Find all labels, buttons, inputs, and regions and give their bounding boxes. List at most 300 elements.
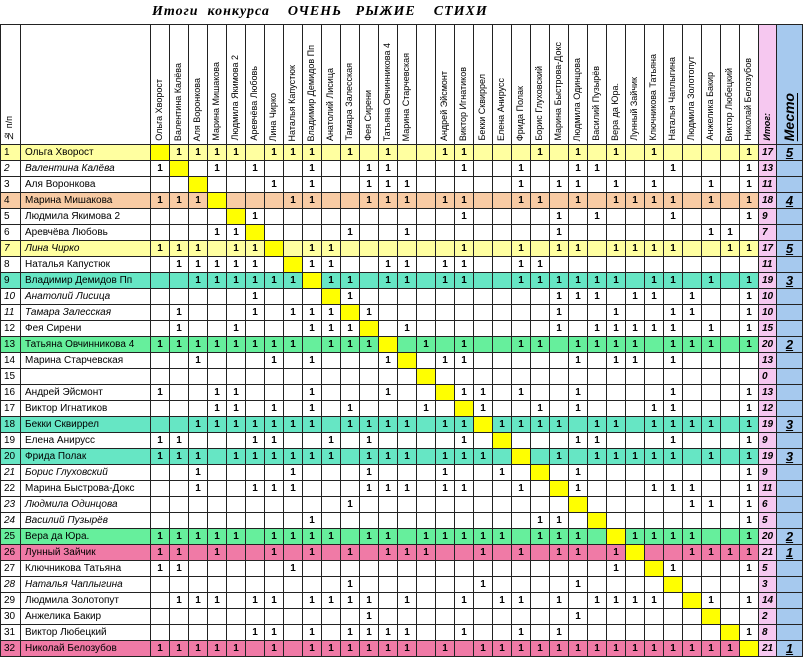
vote-cell: [436, 497, 455, 513]
vote-cell: 1: [170, 561, 189, 577]
column-header: [341, 25, 360, 145]
participant-name: Фея Сирени: [21, 321, 151, 337]
column-header-label: Ключникова Татьяна: [648, 54, 658, 141]
vote-cell: [208, 289, 227, 305]
vote-cell: [455, 369, 474, 385]
vote-cell: [341, 385, 360, 401]
vote-cell: [455, 465, 474, 481]
total-score: 10: [759, 305, 777, 321]
vote-cell: [588, 561, 607, 577]
vote-cell: 1: [265, 417, 284, 433]
vote-cell: 1: [379, 161, 398, 177]
participant-name: Вера да Юра.: [21, 529, 151, 545]
vote-cell: 1: [474, 529, 493, 545]
vote-cell: [227, 593, 246, 609]
vote-cell: 1: [227, 337, 246, 353]
vote-cell: [512, 577, 531, 593]
column-header-label: Владимир Демидов Пп: [306, 44, 316, 141]
vote-cell: 1: [512, 545, 531, 561]
vote-cell: 1: [265, 273, 284, 289]
table-row: [1, 417, 803, 433]
vote-cell: [683, 177, 702, 193]
vote-cell: 1: [588, 289, 607, 305]
vote-cell: [189, 305, 208, 321]
vote-cell: 1: [303, 529, 322, 545]
vote-cell: 1: [455, 449, 474, 465]
vote-cell: 1: [341, 289, 360, 305]
vote-cell: 1: [607, 145, 626, 161]
vote-cell: 1: [664, 417, 683, 433]
vote-cell: 1: [550, 225, 569, 241]
vote-cell: [531, 305, 550, 321]
vote-cell: 1: [474, 385, 493, 401]
participant-name: Лина Чирко: [21, 241, 151, 257]
column-header: [721, 25, 740, 145]
vote-cell: [398, 209, 417, 225]
vote-cell: 1: [531, 257, 550, 273]
table-row: [1, 481, 803, 497]
row-number: 25: [1, 529, 21, 545]
place-value: [777, 177, 803, 193]
vote-cell: [417, 193, 436, 209]
vote-cell: [474, 497, 493, 513]
vote-cell: [607, 433, 626, 449]
vote-cell: [322, 209, 341, 225]
vote-cell: 1: [664, 353, 683, 369]
row-number: 9: [1, 273, 21, 289]
total-score: 9: [759, 465, 777, 481]
vote-cell: 1: [474, 401, 493, 417]
participant-name: Людмила Золотопут: [21, 593, 151, 609]
vote-cell: [303, 577, 322, 593]
vote-cell: [151, 289, 170, 305]
vote-cell: 1: [740, 401, 759, 417]
vote-cell: [170, 385, 189, 401]
vote-cell: 1: [151, 433, 170, 449]
vote-cell: 1: [664, 337, 683, 353]
vote-cell: 1: [512, 161, 531, 177]
vote-cell: [588, 529, 607, 545]
vote-cell: 1: [569, 241, 588, 257]
table-row: [1, 513, 803, 529]
column-header-label: Ольга Хворост: [154, 79, 164, 141]
vote-cell: [265, 577, 284, 593]
table-row: [1, 369, 803, 385]
vote-cell: [702, 289, 721, 305]
vote-cell: [189, 225, 208, 241]
vote-cell: [436, 321, 455, 337]
vote-cell: [607, 625, 626, 641]
vote-cell: 1: [512, 241, 531, 257]
vote-cell: 1: [341, 417, 360, 433]
vote-cell: [702, 561, 721, 577]
vote-cell: [683, 513, 702, 529]
table-row: [1, 401, 803, 417]
vote-cell: 1: [664, 433, 683, 449]
vote-cell: [341, 257, 360, 273]
vote-cell: [493, 545, 512, 561]
vote-cell: 1: [607, 193, 626, 209]
vote-cell: [493, 177, 512, 193]
vote-cell: [246, 145, 265, 161]
total-score: 11: [759, 257, 777, 273]
vote-cell: [208, 609, 227, 625]
vote-cell: [284, 241, 303, 257]
total-score: 20: [759, 529, 777, 545]
vote-cell: 1: [151, 545, 170, 561]
column-header-label: Елена Анирусс: [496, 77, 506, 141]
vote-cell: [550, 609, 569, 625]
vote-cell: 1: [227, 145, 246, 161]
vote-cell: [360, 209, 379, 225]
vote-cell: 1: [550, 641, 569, 657]
vote-cell: [645, 465, 664, 481]
vote-cell: 1: [284, 481, 303, 497]
vote-cell: 1: [265, 353, 284, 369]
vote-cell: [303, 289, 322, 305]
vote-cell: [645, 257, 664, 273]
vote-cell: [151, 225, 170, 241]
vote-cell: 1: [341, 337, 360, 353]
place-value: [777, 321, 803, 337]
row-number: 29: [1, 593, 21, 609]
vote-cell: 1: [322, 449, 341, 465]
vote-cell: 1: [740, 513, 759, 529]
vote-cell: 1: [683, 417, 702, 433]
vote-cell: 1: [170, 257, 189, 273]
vote-cell: 1: [569, 385, 588, 401]
vote-cell: [474, 305, 493, 321]
vote-cell: [246, 609, 265, 625]
vote-cell: [436, 337, 455, 353]
vote-cell: [493, 273, 512, 289]
vote-cell: 1: [208, 593, 227, 609]
vote-cell: 1: [626, 641, 645, 657]
vote-cell: [721, 481, 740, 497]
vote-cell: [227, 177, 246, 193]
vote-cell: 1: [512, 417, 531, 433]
vote-cell: [493, 481, 512, 497]
vote-cell: 1: [550, 545, 569, 561]
vote-cell: [474, 225, 493, 241]
vote-cell: 1: [246, 273, 265, 289]
vote-cell: [303, 561, 322, 577]
vote-cell: 1: [740, 385, 759, 401]
vote-cell: [227, 193, 246, 209]
vote-cell: [531, 577, 550, 593]
vote-cell: [493, 577, 512, 593]
self-cell: [303, 273, 322, 289]
vote-cell: 1: [512, 193, 531, 209]
vote-cell: [474, 561, 493, 577]
vote-cell: 1: [398, 641, 417, 657]
participant-name: Валентина Калёва: [21, 161, 151, 177]
vote-cell: [626, 625, 645, 641]
vote-cell: 1: [550, 209, 569, 225]
vote-cell: [379, 593, 398, 609]
vote-cell: 1: [322, 305, 341, 321]
vote-cell: 1: [645, 241, 664, 257]
vote-cell: 1: [512, 481, 531, 497]
total-score: 19: [759, 417, 777, 433]
vote-cell: 1: [607, 337, 626, 353]
vote-cell: 1: [398, 593, 417, 609]
vote-cell: 1: [189, 193, 208, 209]
vote-cell: 1: [550, 241, 569, 257]
vote-cell: 1: [455, 481, 474, 497]
vote-cell: [683, 145, 702, 161]
vote-cell: 1: [379, 273, 398, 289]
vote-cell: [664, 225, 683, 241]
place-value: [777, 481, 803, 497]
vote-cell: 1: [664, 561, 683, 577]
vote-cell: 1: [303, 417, 322, 433]
column-header: [398, 25, 417, 145]
place-value: [777, 513, 803, 529]
row-number: 20: [1, 449, 21, 465]
vote-cell: 1: [455, 353, 474, 369]
column-header-label: Наталья Чаплыгина: [667, 57, 677, 141]
vote-cell: 1: [284, 337, 303, 353]
vote-cell: [721, 161, 740, 177]
vote-cell: [284, 641, 303, 657]
total-score: 19: [759, 273, 777, 289]
place-value: 3: [777, 417, 803, 433]
vote-cell: [284, 321, 303, 337]
column-header: [645, 25, 664, 145]
total-score: 9: [759, 209, 777, 225]
vote-cell: 1: [436, 353, 455, 369]
vote-cell: [379, 289, 398, 305]
vote-cell: 1: [740, 593, 759, 609]
self-cell: [398, 353, 417, 369]
vote-cell: 1: [531, 145, 550, 161]
vote-cell: [284, 177, 303, 193]
vote-cell: [170, 577, 189, 593]
vote-cell: [588, 193, 607, 209]
vote-cell: 1: [246, 209, 265, 225]
vote-cell: [721, 433, 740, 449]
vote-cell: 1: [284, 305, 303, 321]
vote-cell: [588, 577, 607, 593]
vote-cell: 1: [208, 529, 227, 545]
vote-cell: 1: [170, 449, 189, 465]
total-score: 10: [759, 289, 777, 305]
vote-cell: 1: [303, 257, 322, 273]
vote-cell: [645, 545, 664, 561]
vote-cell: [265, 513, 284, 529]
vote-cell: 1: [360, 161, 379, 177]
vote-cell: [398, 561, 417, 577]
row-number: 11: [1, 305, 21, 321]
vote-cell: [702, 401, 721, 417]
column-header-label: Борис Глуховский: [534, 66, 544, 141]
vote-cell: [721, 145, 740, 161]
column-header: [379, 25, 398, 145]
vote-cell: [265, 561, 284, 577]
vote-cell: [512, 529, 531, 545]
vote-cell: [626, 225, 645, 241]
vote-cell: 1: [493, 593, 512, 609]
vote-cell: 1: [322, 257, 341, 273]
vote-cell: [721, 257, 740, 273]
vote-cell: 1: [626, 593, 645, 609]
vote-cell: [322, 561, 341, 577]
column-header: [208, 25, 227, 145]
total-score: 8: [759, 625, 777, 641]
participant-name: Людмила Одинцова: [21, 497, 151, 513]
vote-cell: 1: [246, 289, 265, 305]
vote-cell: [588, 305, 607, 321]
vote-cell: [569, 561, 588, 577]
participant-name: Андрей Эйсмонт: [21, 385, 151, 401]
total-score: 17: [759, 241, 777, 257]
vote-cell: [284, 545, 303, 561]
vote-cell: 1: [664, 401, 683, 417]
vote-cell: 1: [436, 257, 455, 273]
vote-cell: [569, 417, 588, 433]
vote-cell: 1: [702, 225, 721, 241]
vote-cell: [208, 321, 227, 337]
vote-cell: [531, 625, 550, 641]
vote-cell: 1: [588, 593, 607, 609]
vote-cell: [512, 209, 531, 225]
vote-cell: 1: [208, 225, 227, 241]
vote-cell: 1: [512, 337, 531, 353]
vote-cell: 1: [208, 401, 227, 417]
vote-cell: 1: [645, 177, 664, 193]
vote-cell: 1: [303, 353, 322, 369]
vote-cell: 1: [683, 641, 702, 657]
vote-cell: [417, 353, 436, 369]
vote-cell: [493, 161, 512, 177]
vote-cell: [550, 577, 569, 593]
place-value: [777, 369, 803, 385]
vote-cell: [626, 609, 645, 625]
place-value: [777, 353, 803, 369]
vote-cell: [417, 417, 436, 433]
vote-cell: [569, 625, 588, 641]
vote-cell: [341, 433, 360, 449]
vote-cell: 1: [455, 273, 474, 289]
vote-cell: 1: [702, 177, 721, 193]
vote-cell: [151, 465, 170, 481]
vote-cell: 1: [151, 337, 170, 353]
column-header: [740, 25, 759, 145]
vote-cell: [702, 433, 721, 449]
vote-cell: 1: [721, 641, 740, 657]
column-header: [531, 25, 550, 145]
vote-cell: [607, 209, 626, 225]
vote-cell: [398, 369, 417, 385]
vote-cell: [227, 289, 246, 305]
vote-cell: [493, 401, 512, 417]
vote-cell: 1: [341, 577, 360, 593]
vote-cell: 1: [531, 193, 550, 209]
vote-cell: 1: [227, 385, 246, 401]
vote-cell: [569, 225, 588, 241]
participant-name: Елена Анирусс: [21, 433, 151, 449]
vote-cell: [341, 561, 360, 577]
vote-cell: [398, 465, 417, 481]
vote-cell: 1: [303, 385, 322, 401]
vote-cell: 1: [341, 321, 360, 337]
vote-cell: 1: [721, 545, 740, 561]
vote-cell: [664, 609, 683, 625]
vote-cell: [189, 561, 208, 577]
self-cell: [474, 417, 493, 433]
vote-cell: 1: [189, 465, 208, 481]
vote-cell: [417, 449, 436, 465]
vote-cell: [512, 225, 531, 241]
vote-cell: 1: [341, 641, 360, 657]
table-row: [1, 465, 803, 481]
self-cell: [341, 305, 360, 321]
total-score: 21: [759, 545, 777, 561]
vote-cell: 1: [664, 193, 683, 209]
header-place-label: Место: [781, 92, 797, 141]
vote-cell: 1: [360, 177, 379, 193]
vote-cell: 1: [550, 289, 569, 305]
vote-cell: [265, 465, 284, 481]
vote-cell: 1: [303, 321, 322, 337]
vote-cell: 1: [398, 449, 417, 465]
vote-cell: 1: [607, 561, 626, 577]
vote-cell: 1: [664, 481, 683, 497]
vote-cell: [702, 481, 721, 497]
table-row: [1, 305, 803, 321]
row-number: 31: [1, 625, 21, 641]
vote-cell: [151, 353, 170, 369]
vote-cell: [721, 337, 740, 353]
vote-cell: 1: [189, 481, 208, 497]
header-row: [1, 25, 803, 145]
vote-cell: [607, 161, 626, 177]
vote-cell: 1: [208, 417, 227, 433]
vote-cell: 1: [379, 417, 398, 433]
vote-cell: [683, 465, 702, 481]
vote-cell: 1: [702, 593, 721, 609]
vote-cell: 1: [151, 449, 170, 465]
vote-cell: 1: [379, 545, 398, 561]
vote-cell: [474, 289, 493, 305]
vote-cell: 1: [322, 337, 341, 353]
total-score: 5: [759, 513, 777, 529]
vote-cell: 1: [398, 257, 417, 273]
vote-cell: [398, 289, 417, 305]
self-cell: [702, 609, 721, 625]
vote-cell: [189, 433, 208, 449]
vote-cell: [645, 353, 664, 369]
vote-cell: 1: [189, 257, 208, 273]
vote-cell: [474, 609, 493, 625]
self-cell: [151, 145, 170, 161]
vote-cell: [208, 241, 227, 257]
vote-cell: [740, 609, 759, 625]
vote-cell: 1: [493, 641, 512, 657]
vote-cell: [265, 209, 284, 225]
vote-cell: 1: [284, 449, 303, 465]
vote-cell: 1: [569, 337, 588, 353]
vote-cell: [417, 593, 436, 609]
vote-cell: [569, 305, 588, 321]
vote-cell: [702, 353, 721, 369]
vote-cell: [189, 321, 208, 337]
vote-cell: [455, 321, 474, 337]
vote-cell: [303, 369, 322, 385]
row-number: 6: [1, 225, 21, 241]
vote-cell: 1: [550, 625, 569, 641]
